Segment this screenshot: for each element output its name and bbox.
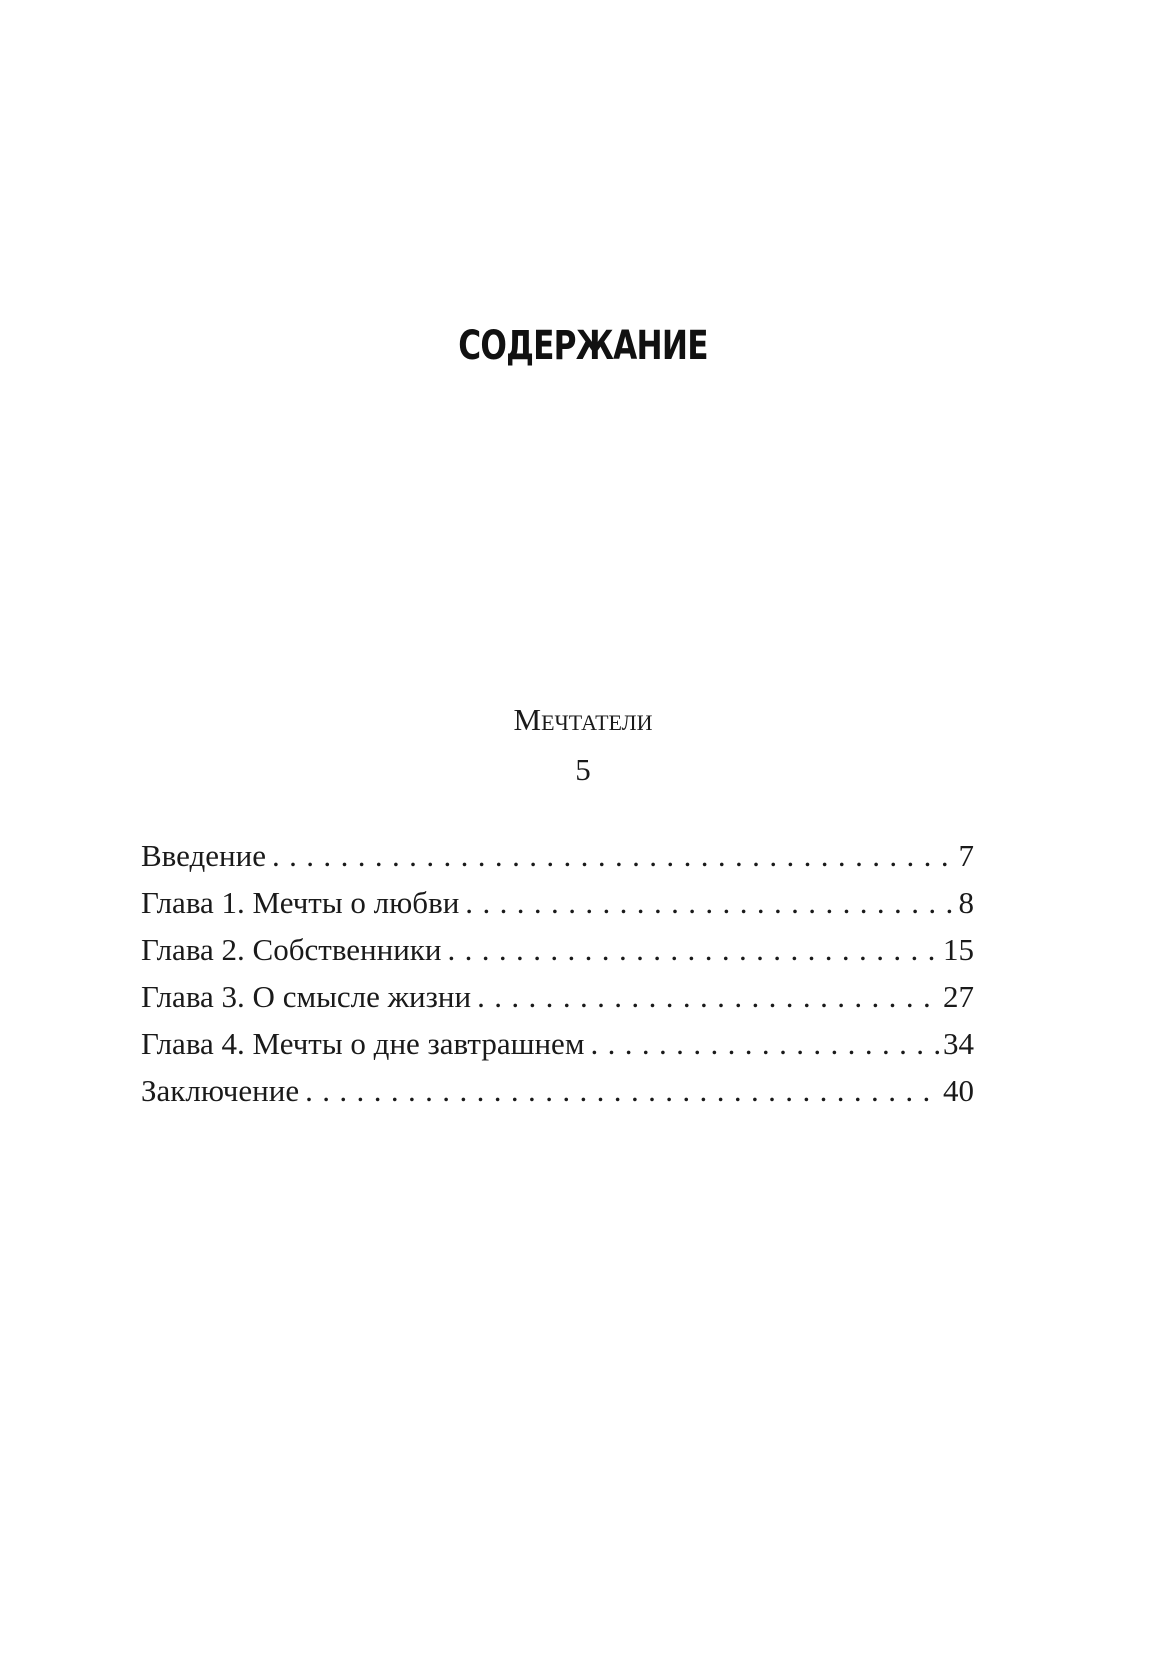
toc-entry-page: 7: [958, 838, 974, 873]
part-page-number: 5: [575, 752, 591, 787]
page-title: СОДЕРЖАНИЕ: [458, 323, 708, 369]
toc-dot-leader: [272, 832, 957, 879]
toc-dot-leader: [477, 973, 941, 1020]
toc-dot-leader: [447, 926, 941, 973]
toc-entry-page: 15: [943, 932, 974, 967]
toc-entry-chapter-1[interactable]: [141, 879, 974, 926]
toc-entry-label: Глава 2. Собственники: [141, 932, 442, 967]
toc-entry-label: Глава 1. Мечты о любви: [141, 885, 460, 920]
toc-entry-conclusion[interactable]: [141, 1067, 974, 1114]
toc-entry-chapter-2[interactable]: [141, 926, 974, 973]
toc-entry-introduction[interactable]: [141, 832, 974, 879]
toc-entry-page: 34: [943, 1026, 974, 1061]
toc-entry-page: 40: [943, 1073, 974, 1108]
toc-list: [141, 832, 974, 1114]
toc-entry-label: Заключение: [141, 1073, 300, 1108]
toc-entry-chapter-3[interactable]: [141, 973, 974, 1020]
toc-entry-chapter-4[interactable]: [141, 1020, 974, 1067]
toc-dot-leader: [590, 1020, 941, 1067]
toc-entry-label: Глава 3. О смысле жизни: [141, 979, 472, 1014]
toc-entry-page: 27: [943, 979, 974, 1014]
toc-entry-page: 8: [958, 885, 974, 920]
part-heading: Мечтатели: [513, 702, 653, 737]
toc-dot-leader: [465, 879, 956, 926]
toc-dot-leader: [305, 1067, 941, 1114]
toc-entry-label: Введение: [141, 838, 266, 873]
toc-entry-label: Глава 4. Мечты о дне завтрашнем: [141, 1026, 585, 1061]
